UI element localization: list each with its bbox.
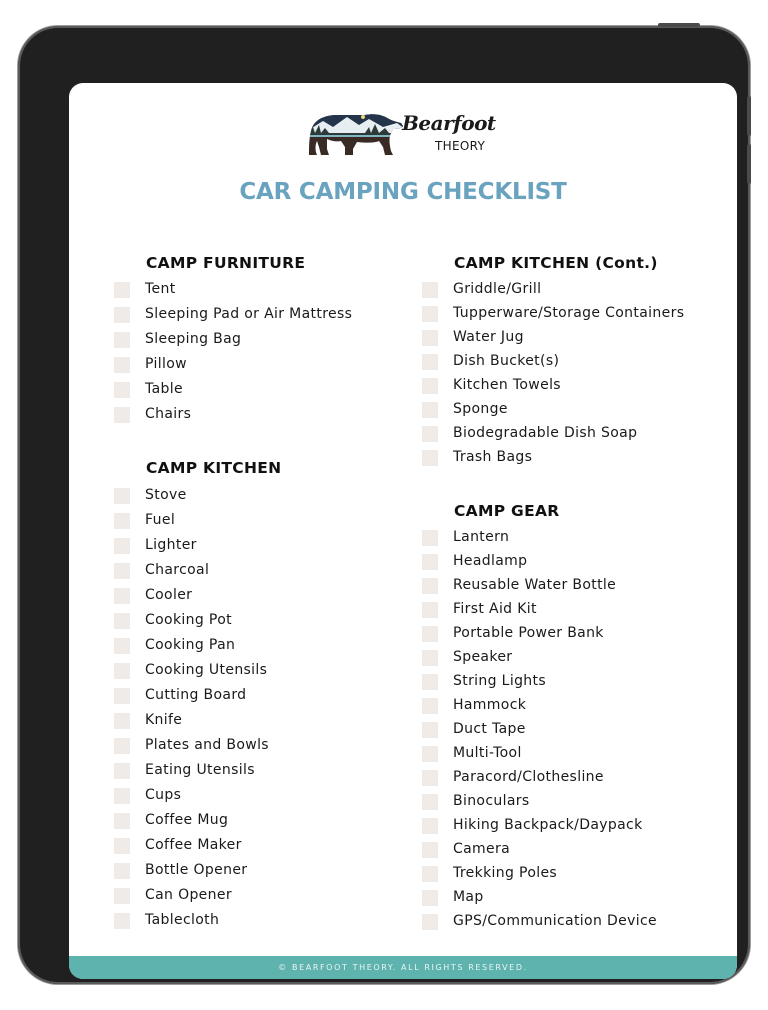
checkbox[interactable] xyxy=(422,554,438,570)
item-label: Tent xyxy=(145,281,176,297)
checkbox[interactable] xyxy=(422,330,438,346)
item-label: Cooking Utensils xyxy=(145,662,268,678)
checkbox[interactable] xyxy=(114,788,130,804)
item-label: Tablecloth xyxy=(145,912,220,928)
item-label: Hiking Backpack/Daypack xyxy=(453,817,643,833)
checkbox[interactable] xyxy=(114,563,130,579)
checkbox[interactable] xyxy=(114,588,130,604)
checkbox[interactable] xyxy=(114,813,130,829)
checkbox[interactable] xyxy=(114,838,130,854)
item-label: Reusable Water Bottle xyxy=(453,577,617,593)
section-heading-camp-furniture: CAMP FURNITURE xyxy=(146,254,306,272)
item-label: Speaker xyxy=(453,649,513,665)
checkbox[interactable] xyxy=(114,488,130,504)
item-label: Paracord/Clothesline xyxy=(453,769,604,785)
item-label: Biodegradable Dish Soap xyxy=(453,425,638,441)
checkbox[interactable] xyxy=(114,307,130,323)
checkbox[interactable] xyxy=(422,450,438,466)
section-heading-camp-kitchen: CAMP KITCHEN xyxy=(146,459,282,477)
item-label: Map xyxy=(453,889,484,905)
checkbox[interactable] xyxy=(422,674,438,690)
checkbox[interactable] xyxy=(114,282,130,298)
checkbox[interactable] xyxy=(422,602,438,618)
checkbox[interactable] xyxy=(114,913,130,929)
item-label: Trekking Poles xyxy=(453,865,558,881)
checkbox[interactable] xyxy=(114,713,130,729)
item-label: Cutting Board xyxy=(145,687,247,703)
section-heading-camp-gear: CAMP GEAR xyxy=(454,502,560,520)
checkbox[interactable] xyxy=(422,794,438,810)
checkbox[interactable] xyxy=(114,613,130,629)
checkbox[interactable] xyxy=(422,354,438,370)
item-label: Table xyxy=(145,381,183,397)
item-label: Chairs xyxy=(145,406,192,422)
checkbox[interactable] xyxy=(114,538,130,554)
checkbox[interactable] xyxy=(422,722,438,738)
item-label: Can Opener xyxy=(145,887,232,903)
checkbox[interactable] xyxy=(114,888,130,904)
checklist-page xyxy=(69,83,737,979)
checkbox[interactable] xyxy=(114,763,130,779)
checkbox[interactable] xyxy=(422,306,438,322)
item-label: Plates and Bowls xyxy=(145,737,269,753)
page-title: CAR CAMPING CHECKLIST xyxy=(239,179,567,205)
section-heading-camp-kitchen-cont: CAMP KITCHEN (Cont.) xyxy=(454,254,658,272)
checkbox[interactable] xyxy=(114,407,130,423)
tablet-top-button xyxy=(658,23,700,27)
item-label: Charcoal xyxy=(145,562,210,578)
item-label: Stove xyxy=(145,487,187,503)
checkbox[interactable] xyxy=(422,818,438,834)
checkbox[interactable] xyxy=(114,688,130,704)
checkbox[interactable] xyxy=(422,282,438,298)
checkbox[interactable] xyxy=(422,650,438,666)
item-label: Pillow xyxy=(145,356,187,372)
item-label: Sponge xyxy=(453,401,508,417)
checkbox[interactable] xyxy=(422,378,438,394)
checkbox[interactable] xyxy=(422,530,438,546)
checkbox[interactable] xyxy=(422,426,438,442)
item-label: Eating Utensils xyxy=(145,762,255,778)
checkbox[interactable] xyxy=(114,638,130,654)
checkbox[interactable] xyxy=(114,513,130,529)
item-label: Coffee Maker xyxy=(145,837,242,853)
checkbox[interactable] xyxy=(114,382,130,398)
checkbox[interactable] xyxy=(422,866,438,882)
checkbox[interactable] xyxy=(422,626,438,642)
item-label: Lighter xyxy=(145,537,197,553)
brand-subtitle: THEORY xyxy=(435,139,486,153)
checkbox[interactable] xyxy=(422,578,438,594)
brand-name: Bearfoot xyxy=(402,111,496,135)
footer-copyright: © BEARFOOT THEORY. ALL RIGHTS RESERVED. xyxy=(69,956,737,979)
item-label: Trash Bags xyxy=(453,449,533,465)
checkbox[interactable] xyxy=(114,357,130,373)
checkbox[interactable] xyxy=(422,890,438,906)
item-label: Coffee Mug xyxy=(145,812,229,828)
checkbox[interactable] xyxy=(422,914,438,930)
checkbox[interactable] xyxy=(422,842,438,858)
checkbox[interactable] xyxy=(114,663,130,679)
checkbox[interactable] xyxy=(114,332,130,348)
tablet-frame xyxy=(18,26,750,984)
item-label: Lantern xyxy=(453,529,510,545)
item-label: Camera xyxy=(453,841,511,857)
item-label: Bottle Opener xyxy=(145,862,248,878)
item-label: First Aid Kit xyxy=(453,601,537,617)
checkbox[interactable] xyxy=(422,770,438,786)
item-label: Cooler xyxy=(145,587,193,603)
checkbox[interactable] xyxy=(422,698,438,714)
item-label: Multi-Tool xyxy=(453,745,522,761)
checkbox[interactable] xyxy=(114,863,130,879)
item-label: Sleeping Pad or Air Mattress xyxy=(145,306,353,322)
item-label: Sleeping Bag xyxy=(145,331,242,347)
item-label: GPS/Communication Device xyxy=(453,913,657,929)
item-label: Dish Bucket(s) xyxy=(453,353,560,369)
item-label: Binoculars xyxy=(453,793,530,809)
item-label: Fuel xyxy=(145,512,176,528)
checkbox[interactable] xyxy=(422,746,438,762)
tablet-side-button xyxy=(747,96,751,136)
item-label: Water Jug xyxy=(453,329,524,345)
item-label: Knife xyxy=(145,712,183,728)
item-label: Kitchen Towels xyxy=(453,377,561,393)
tablet-side-button xyxy=(747,144,751,184)
item-label: Duct Tape xyxy=(453,721,526,737)
item-label: Tupperware/Storage Containers xyxy=(453,305,685,321)
item-label: Headlamp xyxy=(453,553,528,569)
item-label: Cooking Pan xyxy=(145,637,236,653)
checkbox[interactable] xyxy=(422,402,438,418)
checkbox[interactable] xyxy=(114,738,130,754)
item-label: Portable Power Bank xyxy=(453,625,604,641)
item-label: Cups xyxy=(145,787,182,803)
item-label: Hammock xyxy=(453,697,527,713)
item-label: Griddle/Grill xyxy=(453,281,542,297)
item-label: String Lights xyxy=(453,673,547,689)
item-label: Cooking Pot xyxy=(145,612,232,628)
